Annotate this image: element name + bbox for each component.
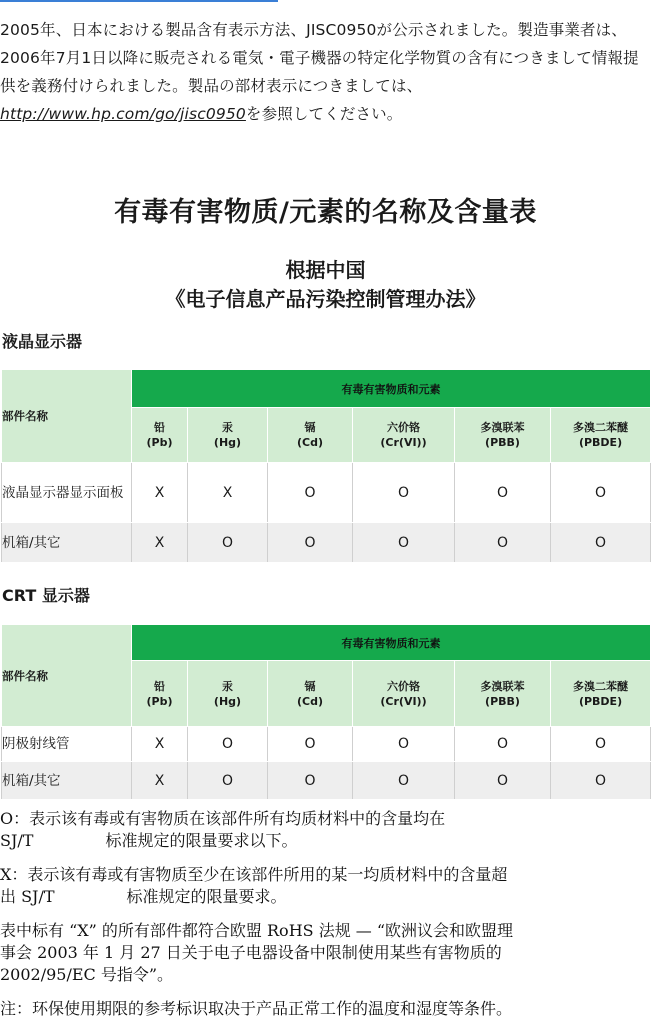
note-o-line2 <box>0 830 651 852</box>
intro-paragraph <box>0 16 646 128</box>
substance-table <box>1 369 651 563</box>
substance-mark-cell: O <box>353 762 455 800</box>
substance-mark-cell: O <box>353 523 455 563</box>
note-o-standard: SJ/T <box>0 831 34 850</box>
header-substance <box>132 408 188 463</box>
jisc-link[interactable]: http://www.hp.com/go/jisc0950 <box>0 105 246 123</box>
part-name-cell: 液晶显示器显示面板 <box>2 463 132 523</box>
note-x-limit: 标准规定的限量要求。 <box>126 887 287 906</box>
substance-name: 多溴联苯 <box>480 421 525 434</box>
header-substance <box>551 408 651 463</box>
substance-mark-cell: X <box>188 463 268 523</box>
subtitle-line2: 《电子信息产品污染控制管理办法》 <box>165 287 486 311</box>
substance-name: 六价铬 <box>387 679 420 693</box>
substance-mark-cell: O <box>455 727 551 762</box>
subtitle-line1: 根据中国 <box>285 258 366 282</box>
header-part-name: 部件名称 <box>2 625 132 727</box>
intro-text-end: を参照してください。 <box>245 105 403 123</box>
header-substance <box>188 408 268 463</box>
substance-symbol: (Cd) <box>296 436 323 449</box>
section-title: 液晶显示器 <box>2 332 83 351</box>
top-rule <box>0 0 278 2</box>
substance-mark-cell: X <box>132 727 188 762</box>
substance-name: 多溴二苯醚 <box>573 421 629 434</box>
note-x-standard: 出 SJ/T <box>0 887 55 906</box>
header-substance <box>353 408 455 463</box>
note-o-line1: O：表示该有毒或有害物质在该部件所有均质材料中的含量均在 <box>0 809 446 828</box>
part-name-cell: 机箱/其它 <box>2 762 132 800</box>
substance-mark-cell: O <box>551 727 651 762</box>
note-x-line1: X：表示该有毒或有害物质至少在该部件所用的某一均质材料中的含量超 <box>0 865 508 884</box>
substance-mark-cell: O <box>455 523 551 563</box>
substance-name: 镉 <box>304 421 316 434</box>
notes-block <box>0 808 651 1020</box>
header-part-name: 部件名称 <box>2 370 132 463</box>
table-row <box>2 463 651 523</box>
substance-symbol: (PBB) <box>485 694 520 708</box>
note-rohs-line1: 表中标有 “X” 的所有部件都符合欧盟 RoHS 法规 — “欧洲议会和欧盟理 <box>0 921 514 940</box>
substance-symbol: (PBDE) <box>578 436 623 449</box>
substance-symbol: (Cr(VI)) <box>380 694 427 708</box>
substance-symbol: (PBDE) <box>578 694 623 708</box>
table-row <box>2 523 651 563</box>
table-row <box>2 727 651 762</box>
substance-symbol: (Hg) <box>213 436 242 449</box>
note-environment: 注：环保使用期限的参考标识取决于产品正常工作的温度和湿度等条件。 <box>0 999 513 1018</box>
substance-mark-cell: O <box>268 762 353 800</box>
substance-name: 汞 <box>222 421 233 434</box>
page-title: 有毒有害物质/元素的名称及含量表 <box>114 197 537 228</box>
header-substance <box>268 661 353 727</box>
substance-mark-cell: O <box>455 463 551 523</box>
substance-mark-cell: O <box>551 762 651 800</box>
header-substance <box>268 408 353 463</box>
intro-text: 2005年、日本における製品含有表示方法、JISC0950が公示されました。製造事業者は、2006年7月1日以降に販売される電気・電子機器の特定化学物質の含有につきまして情報提供を義務付けられました。製品の部材表示につきましては、 <box>0 21 639 95</box>
header-substance <box>188 661 268 727</box>
substance-symbol: (Hg) <box>213 694 242 708</box>
note-x-line2 <box>0 886 651 908</box>
header-substances-title: 有毒有害物质和元素 <box>132 370 651 408</box>
substance-mark-cell: X <box>132 762 188 800</box>
substance-mark-cell: O <box>188 523 268 563</box>
note-rohs-line2: 事会 2003 年 1 月 27 日关于电子电器设备中限制使用某些有害物质的 <box>0 943 502 962</box>
header-substance <box>455 408 551 463</box>
substance-mark-cell: O <box>188 762 268 800</box>
substance-symbol: (Pb) <box>146 436 173 449</box>
substance-name: 铅 <box>154 421 165 434</box>
note-rohs-line3: 2002/95/EC 号指令”。 <box>0 965 174 984</box>
header-substance <box>132 661 188 727</box>
header-substance <box>551 661 651 727</box>
substance-symbol: (Cr(VI)) <box>380 436 427 449</box>
substance-mark-cell: O <box>268 523 353 563</box>
note-o-limit: 标准规定的限量要求以下。 <box>105 831 298 850</box>
substance-mark-cell: O <box>268 727 353 762</box>
substance-name: 铅 <box>154 679 165 693</box>
substance-name: 多溴二苯醚 <box>573 679 629 693</box>
substance-mark-cell: X <box>132 523 188 563</box>
substance-table <box>1 624 651 800</box>
substance-mark-cell: O <box>455 762 551 800</box>
substance-mark-cell: X <box>132 463 188 523</box>
substance-mark-cell: O <box>551 463 651 523</box>
part-name-cell: 机箱/其它 <box>2 523 132 563</box>
section-title: CRT 显示器 <box>2 586 90 605</box>
substance-symbol: (Pb) <box>146 694 173 708</box>
substance-mark-cell: O <box>551 523 651 563</box>
table-row <box>2 762 651 800</box>
header-substances-title: 有毒有害物质和元素 <box>132 625 651 661</box>
substance-name: 六价铬 <box>387 421 420 434</box>
substance-name: 汞 <box>222 679 233 693</box>
header-substance <box>455 661 551 727</box>
part-name-cell: 阴极射线管 <box>2 727 132 762</box>
substance-mark-cell: O <box>353 463 455 523</box>
substance-symbol: (PBB) <box>485 436 520 449</box>
substance-mark-cell: O <box>188 727 268 762</box>
substance-name: 镉 <box>304 679 316 693</box>
header-substance <box>353 661 455 727</box>
substance-mark-cell: O <box>268 463 353 523</box>
substance-mark-cell: O <box>353 727 455 762</box>
substance-symbol: (Cd) <box>296 694 323 708</box>
substance-name: 多溴联苯 <box>480 679 525 693</box>
